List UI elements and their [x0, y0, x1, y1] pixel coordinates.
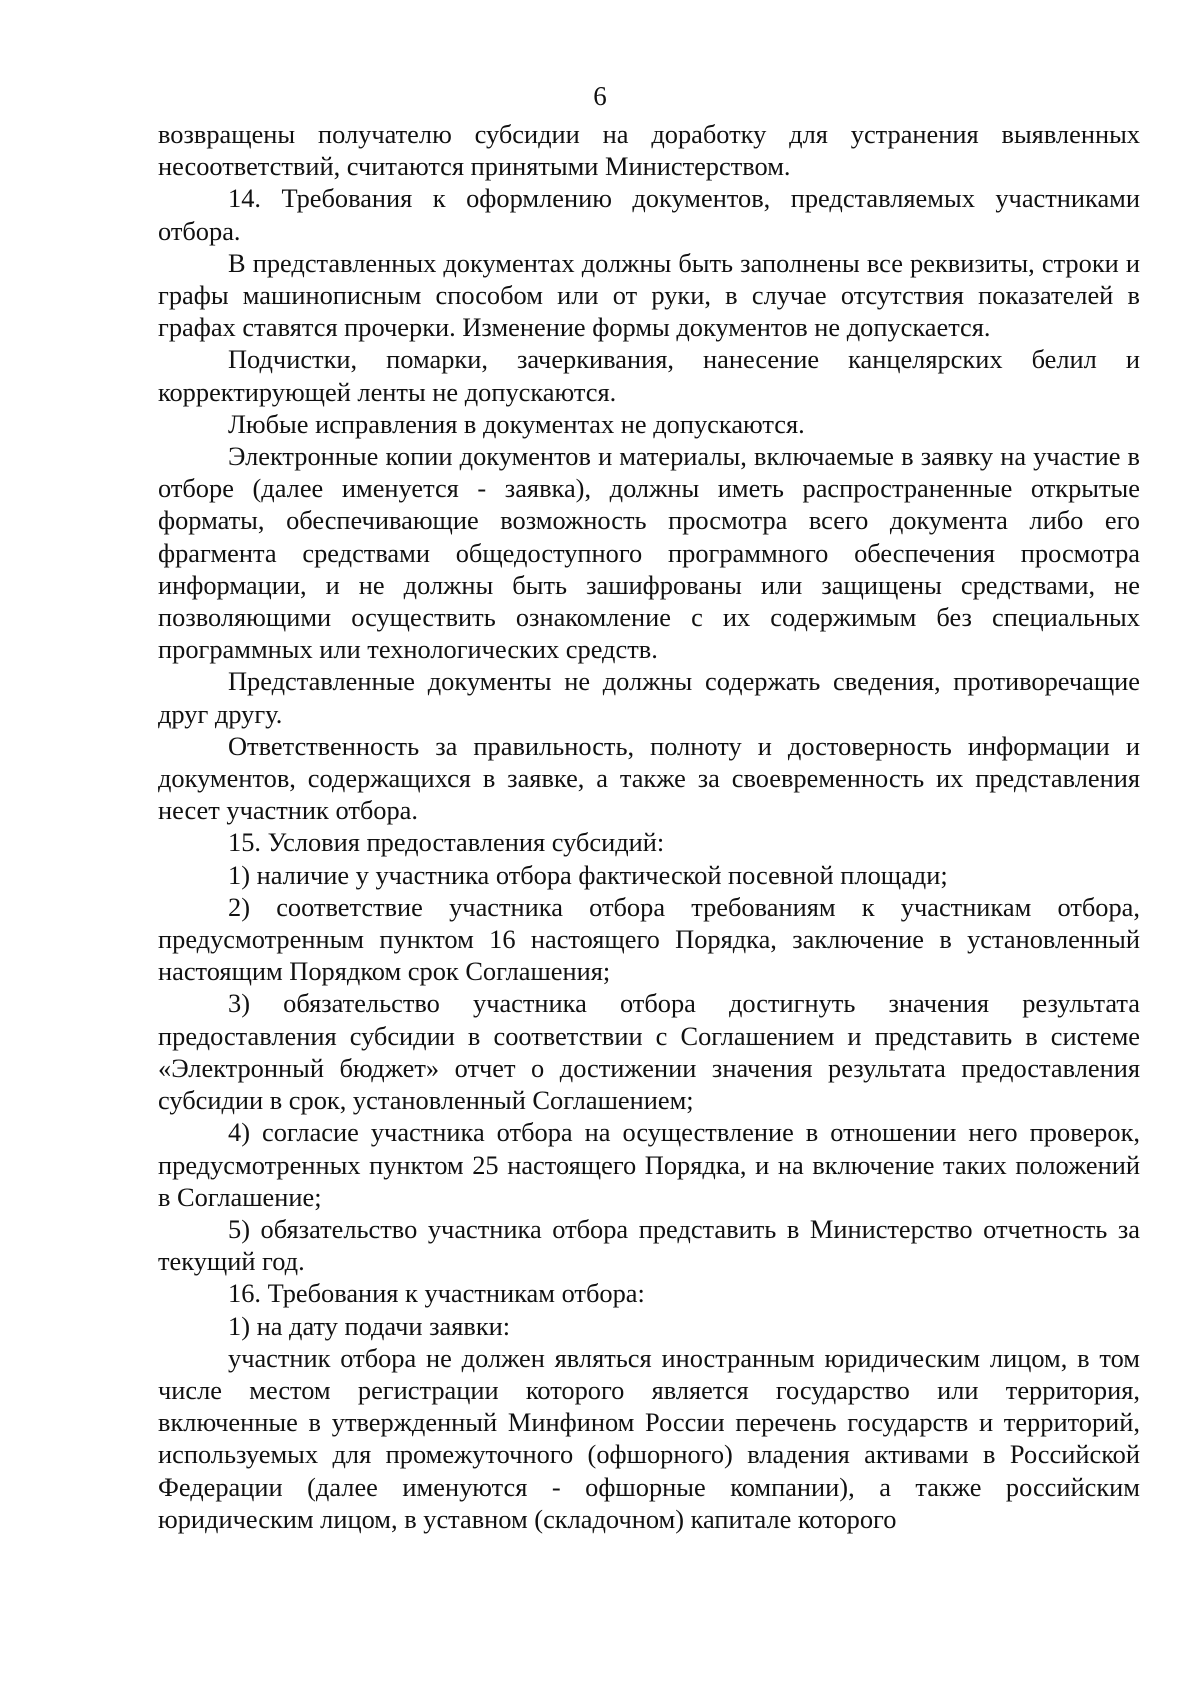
paragraph: 1) наличие у участника отбора фактической посевной площади; [228, 859, 948, 890]
page-number: 6 [593, 81, 607, 111]
paragraph: Любые исправления в документах не допускаются. [228, 408, 805, 439]
document-body [158, 118, 1140, 1535]
paragraph: Представленные документы не должны содержать сведения, противоречащие друг другу. [158, 666, 1140, 729]
paragraph: Подчистки, помарки, зачеркивания, нанесение канцелярских белил и корректирующей ленты не допускаются. [158, 344, 1140, 407]
paragraph: 15. Условия предоставления субсидий: [228, 827, 665, 858]
paragraph: участник отбора не должен являться иностранным юридическим лицом, в том числе местом регистрации которого является государство или территория, включенные в утвержденный Минфином России перечень государств и территорий, используемых для промежуточного (офшорного) владения активами в Российской Федерации (далее именуются - офшорные компании), а также российским юридическим лицом, в уставном (складочном) капитале которого [158, 1342, 1140, 1534]
paragraph: 5) обязательство участника отбора представить в Министерство отчетность за текущий год. [158, 1213, 1140, 1277]
paragraph: В представленных документах должны быть заполнены все реквизиты, строки и графы машинописным способом или от руки, в случае отсутствия показателей в графах ставятся прочерки. Изменение формы документов не допускается. [158, 247, 1140, 343]
paragraph: 2) соответствие участника отбора требованиям к участникам отбора, предусмотренным пунктом 16 настоящего Порядка, заключение в установленный настоящим Порядком срок Соглашения; [158, 891, 1140, 987]
paragraph: 1) на дату подачи заявки: [228, 1310, 511, 1341]
paragraph: 3) обязательство участника отбора достигнуть значения результата предоставления субсидии в соответствии с Соглашением и представить в системе «Электронный бюджет» отчет о достижении значения результата предоставления субсидии в срок, установленный Соглашением; [158, 988, 1140, 1116]
paragraph: Электронные копии документов и материалы, включаемые в заявку на участие в отборе (далее именуется - заявка), должны иметь распространенные открытые форматы, обеспечивающие возможность просмотра всего документа либо его фрагмента средствами общедоступного программного обеспечения просмотра информации, и не должны быть зашифрованы или защищены средствами, не позволяющими осуществить ознакомление с их содержимым без специальных программных или технологических средств. [158, 441, 1140, 665]
paragraph: 16. Требования к участникам отбора: [228, 1278, 645, 1309]
paragraph: возвращены получателю субсидии на доработку для устранения выявленных несоответствий, считаются принятыми Министерством. [158, 119, 1140, 182]
paragraph: 4) согласие участника отбора на осуществление в отношении него проверок, предусмотренных пунктом 25 настоящего Порядка, и на включение таких положений в Соглашение; [158, 1117, 1140, 1212]
paragraph: Ответственность за правильность, полноту и достоверность информации и документов, содержащихся в заявке, а также за своевременность их представления несет участник отбора. [158, 730, 1140, 826]
paragraph: 14. Требования к оформлению документов, представляемых участниками отбора. [158, 183, 1140, 246]
